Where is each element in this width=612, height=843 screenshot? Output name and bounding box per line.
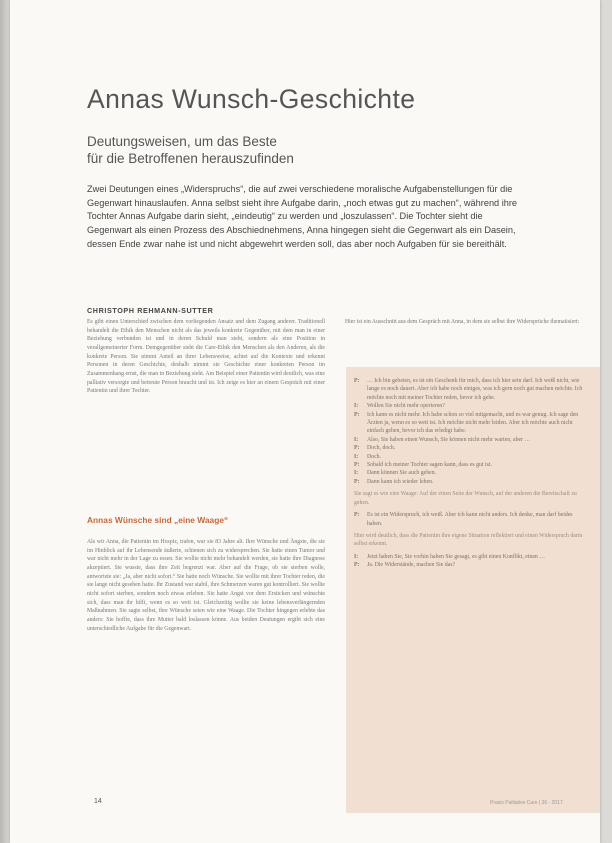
dialogue-text: Doch.: [367, 453, 382, 460]
dialogue-line: [354, 377, 586, 402]
subtitle-line-1: Deutungsweisen, um das Beste: [87, 134, 277, 149]
interview-excerpt-box: [346, 367, 600, 813]
dialogue-text: Ich kann es nicht mehr. Ich habe schon so viel mitgemacht, und es war genug. Ich sage den Ärzten ja, wenn es so weit ist. Ich möchte nicht mehr leiden. Aber ich möchte auch nicht einfach gehen, bevor ich das erledigt habe.: [367, 411, 579, 435]
speaker-marker: P:: [354, 411, 360, 418]
body-text-column2-intro: Hier ist ein Ausschnitt aus dem Gespräch mit Anna, in dem sie selbst ihre Widersprüche thematisiert:: [345, 319, 580, 325]
speaker-marker: I:: [354, 553, 359, 560]
dialogue-text: Ja. Die Widerstände, machen Sie das?: [367, 562, 456, 569]
speaker-marker: P:: [354, 562, 360, 569]
speaker-marker: P:: [354, 462, 360, 469]
dialogue-text: Dann können Sie auch gehen.: [367, 470, 437, 477]
speaker-marker: P:: [354, 512, 360, 519]
speaker-marker: I:: [354, 453, 359, 460]
article-title: Annas Wunsch-Geschichte: [87, 84, 416, 114]
dialogue-text: Dann kann ich wieder leben.: [367, 478, 434, 485]
dialogue-line: [354, 444, 586, 452]
speaker-marker: P:: [354, 478, 360, 485]
dialogue-text: … Ich bin gebeten, es ist ein Geschenk für mich, dass ich hier sein darf. Ich weiß nicht, wie lange es noch dauert. Aber ich habe noch einiges, was ich gern noch gut machen möchte. Ich möchte noch mit meiner Tochter reden, bevor ich gehe.: [367, 378, 583, 401]
section-heading: Annas Wünsche sind „eine Waage“: [87, 515, 229, 525]
dialogue-line: [354, 411, 586, 436]
speaker-marker: I:: [354, 470, 359, 477]
article-subtitle: [87, 133, 294, 167]
dialogue-text: Wollen Sie nicht mehr operieren?: [367, 403, 445, 410]
body-text-column1-top: Es gibt einen Unterschied zwischen dem vorliegenden Ansatz und dem Zugang anderer. Traditionell behandelt die Ethik den Menschen nicht als das jeweils konkrete Gegenüber, mit dem man in einer Beziehung verbunden ist und in deren Schuld man steht, sondern als eine Position in verallgemeinerter Form. Demgegenüber sieht die Care-Ethik den Menschen als den Anderen, als die konkrete Person. Sie nimmt Anteil an ihrer Lebensweise, achtet auf die Kontexte und erkennt Personen in deren Geschichte, deshalb nimmt sie Geschichte einer konkreten Person im Zusammenhang ernst, die man in Beziehung sieht. Am Beispiel einer Patientin wird deutlich, was eine palliativ versorgte und betreute Person braucht und ist. Ich zeige es hier an einem Gespräch mit einer Patientin und ihrer Tochter.: [87, 319, 325, 395]
body-text-column1-bottom: Als wir Anna, die Patientin im Hospiz, trafen, war sie 83 Jahre alt. Ihre Wünsche und Ängste, die sie im Hinblick auf ihr Lebensende äußerte, schienen sich zu widersprechen. Sie hatte einen Tumor und war nicht mehr in der Lage zu essen. Sie wollte nicht mehr behandelt werden, sie hatte ihre Diagnose akzeptiert. Sie wusste, dass ihre Zeit begrenzt war. Aber auf die Frage, ob sie sterben wolle, antwortete sie: „Ja, aber nicht sofort.“ Sie hatte noch Wünsche. Sie wollte mit ihrer Tochter reden, die sie lange nicht gesehen hatte. Ihr Zustand war stabil, ihre Schmerzen waren gut kontrolliert. Sie wollte nicht sofort sterben, sondern noch etwas erleben. Sie hatte Angst vor dem Ersticken und wünschte sich, dass man ihr hilft, wenn es so weit ist. Gleichzeitig wollte sie keine lebensverlängernden Maßnahmen. Sie sagte selbst, ihre Wünsche seien wie eine Waage. Die Tochter hingegen erlebte das anders: Sie hoffte, dass ihre Mutter bald loslassen könne. Aus beiden Deutungen ergibt sich eine unterschiedliche Aufgabe für die Gegenwart.: [87, 539, 325, 632]
speaker-marker: P:: [354, 378, 360, 384]
dialogue-line: [354, 461, 586, 469]
dialogue-note: Sie sagt es wie eine Waage: Auf der einen Seite der Wunsch, auf der anderen die Bereitschaft zu gehen.: [354, 491, 577, 506]
speaker-marker: I:: [354, 403, 359, 410]
dialogue-line: [354, 436, 586, 444]
author-name: CHRISTOPH REHMANN-SUTTER: [87, 306, 214, 315]
speaker-marker: I:: [354, 436, 359, 443]
dialogue-note: Hier wird deutlich, dass die Patientin ihre eigene Situation reflektiert und einen Widerspruch darin selbst erkennt.: [354, 532, 583, 548]
dialogue-line: [354, 402, 586, 410]
dialogue-line: [354, 511, 586, 528]
dialogue-line: [354, 553, 586, 561]
subtitle-line-2: für die Betroffenen herauszufinden: [87, 151, 294, 166]
lead-paragraph: Zwei Deutungen eines „Widerspruchs“, die auf zwei verschiedene moralische Aufgabenstellungen für die Gegenwart hinauslaufen. Anna selbst sieht ihre Aufgabe darin, „noch etwas gut zu machen“, während ihre Tochter Annas Aufgabe darin sieht, „eindeutig“ zu werden und „loszulassen“. Die Tochter sieht die Gegenwart als einen Prozess des Abschiednehmens, Anna hingegen sieht die Gegenwart als ein Dasein, dessen Ende zwar nahe ist und nicht abgewehrt werden soll, das aber noch Aufgaben für sie bereithält.: [87, 184, 518, 249]
speaker-marker: P:: [354, 445, 360, 452]
dialogue-line: [354, 478, 586, 486]
dialogue-text: Es ist ein Widerspruch, ich weiß. Aber ich kann nicht anders. Ich denke, man darf beides haben.: [367, 512, 573, 527]
dialogue-text: Jetzt haben Sie, Sie vorhin haben Sie gesagt, es gibt einen Konflikt, einen …: [367, 553, 546, 560]
page: [10, 0, 600, 843]
scan-shadow: [0, 0, 10, 843]
dialogue-line: [354, 469, 586, 477]
dialogue-text: Doch, doch.: [367, 445, 396, 452]
journal-footer: Praxis Palliative Care | 36 · 2017: [490, 800, 563, 806]
dialogue-list: [354, 377, 586, 570]
dialogue-text: Sobald ich meiner Tochter sagen kann, dass es gut ist.: [367, 462, 492, 469]
dialogue-line: [354, 561, 586, 569]
page-number: 14: [94, 798, 102, 805]
dialogue-text: Also, Sie haben einen Wunsch, Sie können nicht mehr warten, aber …: [367, 436, 531, 443]
dialogue-line: [354, 453, 586, 461]
